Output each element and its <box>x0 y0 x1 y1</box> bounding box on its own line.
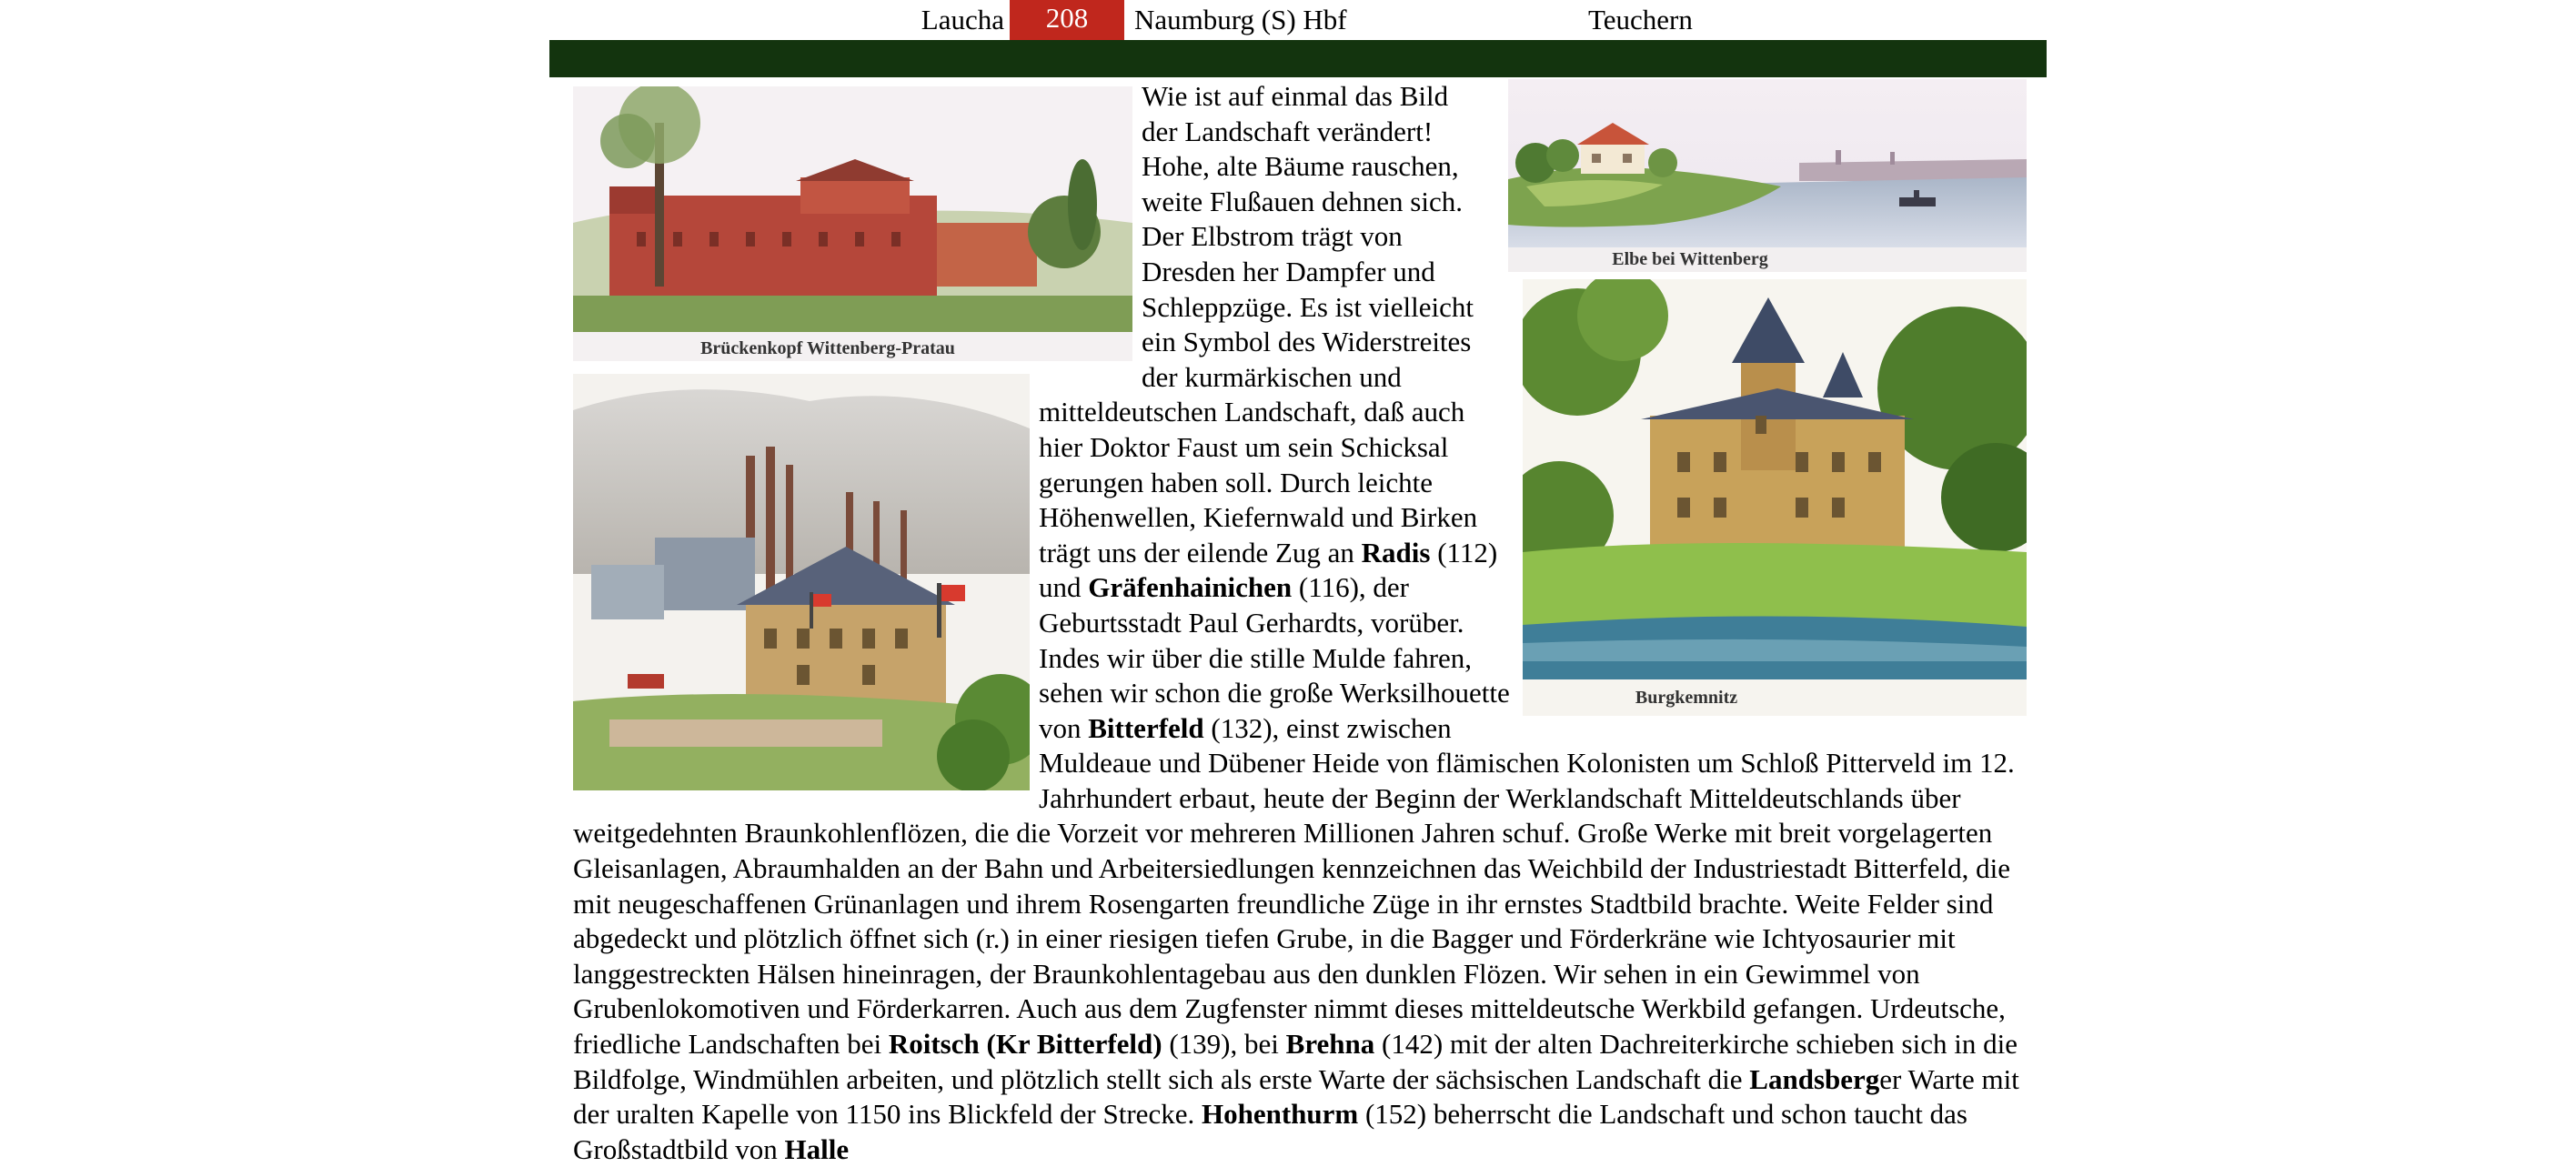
station-halle: Halle <box>784 1132 850 1165</box>
article-body <box>573 79 2027 1167</box>
elbe-illustration <box>1508 79 2027 272</box>
station-graefenhainichen: Gräfenhainichen <box>1088 571 1293 604</box>
text-run: (116), der Geburtsstadt Paul Gerhardts, vorüber. Indes wir über die stille Mulde fahren, sehen wir schon die große Werksilhouette von <box>1039 571 1510 744</box>
far-station-link[interactable]: Teuchern <box>1588 4 1693 35</box>
station-hohenthurm: Hohenthurm <box>1201 1098 1359 1131</box>
station-roitsch: Roitsch (Kr Bitterfeld) <box>888 1028 1162 1061</box>
page-number-badge: 208 <box>1010 0 1124 40</box>
text-run: Wie ist auf einmal das Bild der Landschaft verändert! Hohe, alte Bäume rauschen, weite Flußauen dehnen sich. Der Elbstrom trägt von Dresden her Dampfer und Schleppzüge. Es ist vielleicht ein Symbol des Widerstreites der kurmärkischen und mitteldeutschen Landschaft, daß auch hier Doktor Faust um sein Schicksal gerungen haben soll. Durch leichte Höhenwellen, Kiefernwald und Birken trägt uns der eilende Zug an <box>1039 80 1478 568</box>
brueckenkopf-illustration <box>573 86 1132 361</box>
burgkemnitz-illustration <box>1523 279 2027 716</box>
elbe-caption: Elbe bei Wittenberg <box>1612 249 1768 269</box>
text-run: (139), bei <box>1162 1028 1286 1061</box>
page <box>549 0 2047 1165</box>
text-run: (152) beherrscht die Landschaft und schon taucht das Großstadtbild von <box>573 1098 1967 1165</box>
header-green-bar <box>549 40 2047 77</box>
station-bitterfeld: Bitterfeld <box>1088 711 1204 744</box>
bitterfeld-illustration <box>573 374 1030 790</box>
brueckenkopf-caption: Brückenkopf Wittenberg-Pratau <box>700 338 955 358</box>
text-run: er Warte mit der uralten Kapelle von 1150 ins Blickfeld der Strecke. <box>573 1062 2019 1131</box>
text-run: (132), einst zwischen Muldeaue und Dübener Heide von flämischen Kolonisten um Schloß Pitterveld im 12. Jahrhundert erbaut, heute der Beginn der Werklandschaft Mitteldeutschlands über weitgedehnten Braunkohlenflözen, die die Vorzeit vor mehreren Millionen Jahren schuf. Große Werke mit breit vorgelagerten Gleisanlagen, Abraumhalden an der Bahn und Arbeitersiedlungen kennzeichnen das Weichbild der Industriestadt Bitterfeld, die mit neugeschaffenen Grünanlagen und ihrem Rosengarten freundliche Züge in ihr ernstes Stadtbild brachte. Weite Felder sind abgedeckt und plötzlich öffnet sich (r.) in einer riesigen tiefen Grube, in die Bagger und Förderkräne wie Ichtyosaurier mit langgestreckten Hälsen hineinragen, der Braunkohlentagebau aus den dunklen Flözen. Wir sehen in ein Gewimmel von Grubenlokomotiven und Förderkarren. Auch aus dem Zugfenster nimmt dieses mitteldeutsche Werkbild gefangen. Urdeutsche, friedliche Landschaften bei <box>573 711 2015 1061</box>
next-station-link[interactable]: Naumburg (S) Hbf <box>1134 4 1347 35</box>
station-landsberg: Landsberg <box>1749 1062 1880 1095</box>
burgkemnitz-caption: Burgkemnitz <box>1635 688 1738 708</box>
prev-station-link[interactable]: Laucha <box>921 4 1004 35</box>
station-radis: Radis <box>1361 536 1431 568</box>
station-brehna: Brehna <box>1285 1028 1375 1061</box>
text-run: (112) und <box>1039 536 1498 604</box>
station-header <box>549 0 2047 40</box>
text-run: (142) mit der alten Dachreiterkirche schieben sich in die Bildfolge, Windmühlen arbeiten, und plötzlich stellt sich als erste Warte der sächsischen Landschaft die <box>573 1028 2018 1095</box>
